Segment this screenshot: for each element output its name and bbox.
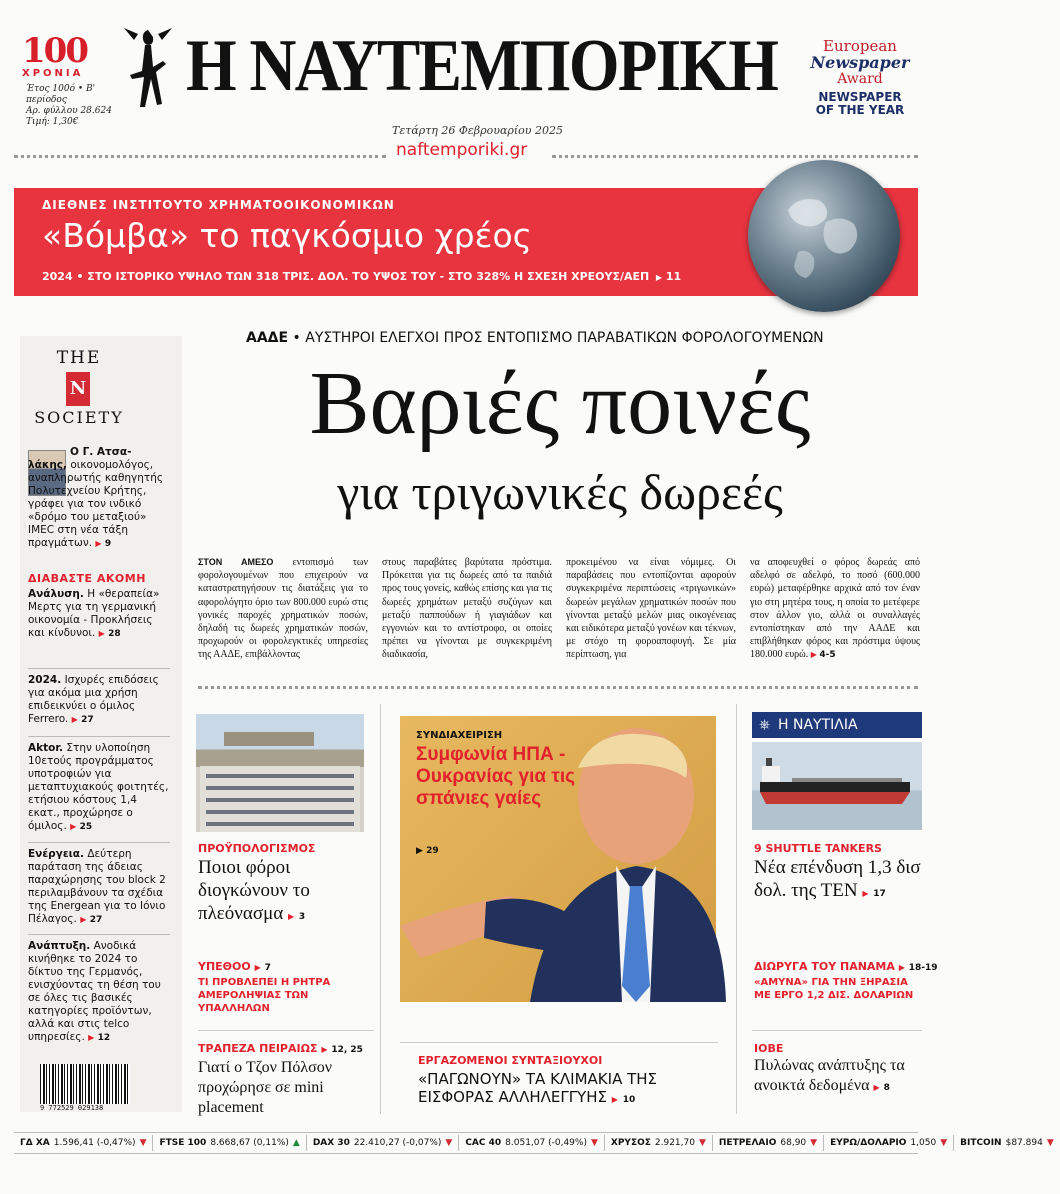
ticker-value: 8.668,67 (0,11%) (210, 1138, 289, 1148)
arrow-icon: ▶ (95, 539, 102, 548)
piraeus-page: 12, 25 (331, 1045, 363, 1055)
ticker-name: ΓΔ ΧΑ (20, 1138, 50, 1148)
brief-divider (28, 668, 170, 669)
issue-year: Έτος 100ό • Β' περίοδος (26, 84, 96, 105)
ship-kicker: 9 SHUTTLE TANKERS (754, 842, 882, 855)
lead-divider (198, 686, 918, 689)
brief-page: 28 (108, 629, 121, 639)
panama-headline[interactable]: «ΑΜΥΝΑ» ΓΙΑ ΤΗΝ ΞΗΡΑΣΙΑ ΜΕ ΕΡΓΟ 1,2 ΔΙΣ. ΔΟΛΑΡΙΩΝ (754, 977, 914, 1001)
brief-item[interactable] (28, 742, 170, 834)
trump-page-ref (416, 846, 439, 856)
arrow-down-icon: ▼ (698, 1138, 706, 1148)
brief-item[interactable] (28, 674, 170, 727)
brief-divider (28, 736, 170, 737)
brief-text: Ισχυρές επιδόσεις για ακόμα μια χρήση επιδεικνύει ο όμιλος Ferrero. (28, 674, 159, 725)
brief-lead: Ενέργεια. (28, 848, 84, 860)
globe-image (748, 160, 900, 312)
arrow-icon: ▶ (611, 1095, 618, 1104)
lead-kicker (246, 330, 824, 346)
masthead-title: Η ΝΑΥΤΕΜΠΟΡΙΚΗ (186, 25, 778, 107)
ticker-item (954, 1135, 1060, 1151)
read-more-heading: ΔΙΑΒΑΣΤΕ ΑΚΟΜΗ (28, 572, 146, 585)
arrow-icon: ▶ (810, 650, 817, 660)
ergaz-headline[interactable] (418, 1070, 718, 1109)
society-text: οικονομολόγος, αναπληρωτής καθηγητής Πολυτεχνείου Κρήτης, γράφει για τον ινδικό «δρόμο του μεταξιού» IMEC στη νέα τάξη πραγμάτων. (28, 459, 164, 549)
lead-page: 4-5 (819, 650, 836, 661)
ticker-value: 22.410,27 (-0,07%) (353, 1138, 442, 1148)
ypetho-kicker (198, 960, 271, 973)
arrow-icon: ▶ (873, 1083, 880, 1092)
barcode-number: 9 772529 029138 (40, 1104, 104, 1112)
society-author: Ο Γ. Ατσα-λάκης, (28, 446, 132, 471)
ergaz-title-text: «ΠΑΓΩΝΟΥΝ» ΤΑ ΚΛΙΜΑΚΙΑ ΤΗΣ ΕΙΣΦΟΡΑΣ ΑΛΛΗΛΕΓΓΥΗΣ (418, 1070, 658, 1106)
arrow-icon: ▶ (653, 273, 663, 282)
piraeus-kicker (198, 1042, 363, 1055)
brief-divider (28, 842, 170, 843)
ticker-name: CAC 40 (465, 1138, 502, 1148)
brief-text: Δεύτερη παράταση της άδειας παραχώρησης του block 2 περιλαμβάνουν τα σχέδια της Energean για το Ιόνιο Πέλαγος. (28, 848, 166, 925)
arrow-down-icon: ▼ (1046, 1138, 1054, 1148)
brief-divider (28, 934, 170, 935)
issue-price: Τιμή: 1,30€ (26, 117, 79, 127)
banner-subtitle (42, 270, 681, 283)
arrow-icon: ▶ (321, 1045, 328, 1054)
site-link[interactable]: naftemporiki.gr (396, 140, 528, 160)
arrow-down-icon: ▼ (445, 1138, 453, 1148)
ticker-value: 2.921,70 (654, 1138, 695, 1148)
trump-page: 29 (426, 846, 439, 856)
iove-title-text: Πυλώνας ανάπτυξης τα ανοικτά δεδομένα (754, 1057, 905, 1094)
ticker-item (153, 1135, 306, 1151)
lead-col4-text: να αποφευχθεί ο φόρος δωρεάς από αδελφό σε αδελφό, το ποσό (600.000 ευρώ) μεταφέρθηκε αρχικά από τον έναν γιο στη μητέρα τους, η οποία το μετέφερε στον άλλον γιο, αλλά οι συναλλαγές εντοπίστηκαν από την ΑΑΔΕ και επιβλήθηκαν φόρος και πρόστιμα ύψους 180.000 ευρώ. (750, 557, 920, 661)
section-divider (752, 1030, 922, 1031)
arrow-icon: ▶ (88, 1033, 95, 1042)
ticker-value: 1.596,41 (-0,47%) (53, 1138, 136, 1148)
banner-subtitle-text: 2024 • ΣΤΟ ΙΣΤΟΡΙΚΟ ΥΨΗΛΟ ΤΩΝ 318 ΤΡΙΣ. ΔΟΛ. ΤΟ ΥΨΟΣ ΤΟΥ - ΣΤΟ 328% Η ΣΧΕΣΗ ΧΡΕΟΥΣ/ΑΕΠ (42, 270, 650, 283)
award-line-5: OF THE YEAR (815, 103, 905, 117)
ship-title-text: Νέα επένδυση 1,3 δισ δολ. της ΤΕΝ (754, 857, 921, 901)
budget-title-text: Ποιοι φόροι διογκώνουν το πλεόνασμα (198, 857, 310, 924)
arrow-icon: ▶ (416, 846, 423, 856)
ergaz-kicker: ΕΡΓΑΖΟΜΕΝΟΙ ΣΥΝΤΑΞΙΟΥΧΟΙ (418, 1054, 603, 1067)
ticker-value: 1,050 (910, 1138, 937, 1148)
arrow-icon: ▶ (98, 629, 105, 638)
centenary-label: ΧΡΟΝΙΑ (22, 68, 84, 79)
society-label: SOCIETY (34, 408, 124, 427)
banner-kicker: ΔΙΕΘΝΕΣ ΙΝΣΤΙΤΟΥΤΟ ΧΡΗΜΑΤΟΟΙΚΟΝΟΜΙΚΩΝ (42, 198, 395, 212)
brief-lead: Ανάπτυξη. (28, 940, 91, 952)
panama-page: 18-19 (908, 963, 938, 973)
piraeus-kicker-text: ΤΡΑΠΕΖΑ ΠΕΙΡΑΙΩΣ (198, 1042, 318, 1055)
iove-kicker: ΙΟΒΕ (754, 1042, 784, 1055)
nautilia-section-badge[interactable] (752, 712, 922, 738)
lead-column-1 (198, 556, 368, 662)
arrow-down-icon: ▼ (139, 1138, 147, 1148)
centenary-number: 100 (22, 31, 87, 71)
brief-page: 25 (79, 822, 93, 832)
award-line-2: Newspaper (810, 53, 910, 72)
newspaper-award (800, 38, 920, 117)
ticker-name: DAX 30 (312, 1138, 350, 1148)
hermes-icon (118, 24, 178, 114)
award-line-4: NEWSPAPER (818, 90, 902, 104)
lead-column-2: στους παραβάτες βαρύτατα πρόστιμα. Πρόκειται για τις δωρεές από τα παιδιά προς τους γονείς, καθώς επίσης και για τις δωρεές χρημάτων μεταξύ συζύγων και μεταξύ παππούδων ή γιαγιάδων και εγγονιών και το αντίστροφο, οι οποίες πρέπει να γίνονται με συγκεκριμένη διαδικασία, (382, 557, 552, 661)
budget-kicker: ΠΡΟΫΠΟΛΟΓΙΣΜΟΣ (198, 842, 316, 855)
panama-kicker (754, 960, 938, 973)
society-page: 9 (104, 539, 112, 549)
society-n-logo: N (66, 372, 90, 406)
society-teaser[interactable] (28, 446, 170, 551)
centenary-logo (22, 31, 94, 79)
budget-headline[interactable] (198, 856, 374, 929)
brief-page: 12 (97, 1033, 111, 1043)
divider-right (552, 155, 918, 158)
ticker-item (713, 1135, 824, 1151)
brief-text: Η «θεραπεία» Μερτς για τη γερμανική οικονομία - Προκλήσεις και κίνδυνοι. (28, 588, 160, 639)
globe-continents-icon (748, 160, 900, 312)
ticker-value: 8.051,07 (-0,49%) (505, 1138, 587, 1148)
market-ticker (14, 1132, 1054, 1154)
lead-kicker-bold: ΑΑΔΕ (246, 330, 289, 346)
arrow-down-icon: ▼ (810, 1138, 818, 1148)
budget-page: 3 (298, 912, 306, 922)
banner-page: 11 (665, 270, 682, 283)
arrow-down-icon: ▼ (590, 1138, 598, 1148)
ship-headline[interactable] (754, 856, 924, 906)
award-line-1: European (823, 37, 897, 55)
piraeus-headline[interactable]: Γιατί ο Τζον Πόλσον προχώρησε σε mini placement (198, 1059, 333, 1116)
ticker-item (605, 1135, 713, 1151)
nautilia-label: Η ΝΑΥΤΙΛΙΑ (778, 717, 858, 733)
tanker-ship-icon (752, 742, 922, 830)
ticker-item (459, 1135, 605, 1151)
acropolis-photo (196, 714, 364, 832)
lead-column-3: προκειμένου να είναι νόμιμες. Οι παραβάσεις που εντοπίζονται αφορούν συγκεκριμένα περιπτώσεις «τριγωνικών» δωρεών μεγάλων χρηματικών ποσών που γίνονται μεταξύ μελών μιας οικογένειας και ειδικότερα μεταξύ γονέων και τέκνων, με στόχο τη φοροαποφυγή. Σε μία περίπτωση, για (566, 557, 736, 661)
brief-page: 27 (89, 915, 103, 925)
column-rule (380, 704, 381, 1114)
brief-item[interactable] (28, 848, 170, 927)
lead-column-4 (750, 556, 920, 663)
brief-text: Ανοδικά κινήθηκε το 2024 το δίκτυο της Γερμανός, ενισχύοντας τη θέση του σε όλες τις βασικές κατηγορίες προϊόντων, αλλά και στις telco υπηρεσίες. (28, 940, 161, 1043)
ypetho-kicker-text: ΥΠΕΘΟΟ (198, 960, 251, 973)
society-the: THE (56, 348, 102, 368)
trump-headline[interactable]: Συμφωνία ΗΠΑ - Ουκρανίας για τις σπάνιες γαίες (416, 744, 575, 809)
ship-wheel-icon: ⎈ (759, 717, 771, 733)
brief-item[interactable] (28, 940, 170, 1045)
arrow-up-icon: ▲ (292, 1138, 300, 1148)
tanker-photo (752, 742, 922, 830)
arrow-down-icon: ▼ (940, 1138, 948, 1148)
ticker-name: ΕΥΡΩ/ΔΟΛΑΡΙΟ (830, 1138, 907, 1148)
arrow-icon: ▶ (287, 912, 295, 921)
brief-lead: Ανάλυση. (28, 588, 84, 600)
ship-page: 17 (873, 889, 886, 899)
ticker-item (824, 1135, 954, 1151)
panama-kicker-text: ΔΙΩΡΥΓΑ ΤΟΥ ΠΑΝΑΜΑ (754, 960, 895, 973)
issue-number: Αρ. φύλλου 28.624 (26, 106, 112, 116)
lead-col1-text: εντοπισμό των φορολογουμένων που επιχειρούν να καταστρατηγήσουν τις διατάξεις για το αφορολόγητο όριο των 800.000 ευρώ στις γονικές παροχές χρηματικών ποσών, δηλαδή τις δωρεές χρηματικών ποσών, προχωρούν οι φορολεγκτικές υπηρεσίες της ΑΑΔΕ, επιβάλλοντας (198, 557, 368, 661)
city-photo-icon (196, 714, 364, 832)
ypetho-page: 7 (264, 963, 271, 973)
ticker-value: $87.894 (1005, 1138, 1043, 1148)
iove-page: 8 (883, 1083, 890, 1093)
award-line-3: Award (837, 71, 883, 87)
iove-headline[interactable] (754, 1056, 924, 1098)
ticker-name: ΠΕΤΡΕΛΑΙΟ (718, 1138, 777, 1148)
arrow-icon: ▶ (71, 715, 78, 724)
arrow-icon: ▶ (70, 822, 77, 831)
brief-text: Στην υλοποίηση 10ετούς προγράμματος υποτροφιών για μεταπτυχιακούς φοιτητές, ετήσιου κόστους 1,4 εκατ., προχώρησε ο όμιλος. (28, 742, 169, 832)
ypetho-headline[interactable]: ΤΙ ΠΡΟΒΛΕΠΕΙ Η ΡΗΤΡΑ ΑΜΕΡΟΛΗΨΙΑΣ ΤΩΝ ΥΠΑΛΛΗΛΩΝ (198, 977, 331, 1014)
issue-date: Τετάρτη 26 Φεβρουαρίου 2025 (392, 124, 563, 137)
arrow-icon: ▶ (898, 963, 905, 972)
banner-title[interactable]: «Βόμβα» το παγκόσμιο χρέος (42, 216, 533, 255)
section-divider (400, 1042, 718, 1043)
ticker-name: ΧΡΥΣΟΣ (610, 1138, 651, 1148)
ticker-value: 68,90 (780, 1138, 807, 1148)
trump-kicker: ΣΥΝΔΙΑΧΕΙΡΙΣΗ (416, 730, 503, 741)
column-rule (736, 704, 737, 1114)
brief-item[interactable] (28, 588, 170, 641)
ticker-item (14, 1135, 153, 1151)
lead-kicker-text: • ΑΥΣΤΗΡΟΙ ΕΛΕΓΧΟΙ ΠΡΟΣ ΕΝΤΟΠΙΣΜΟ ΠΑΡΑΒΑΤΙΚΩΝ ΦΟΡΟΛΟΓΟΥΜΕΝΩΝ (292, 330, 824, 346)
brief-lead: 2024. (28, 674, 62, 686)
ticker-item (307, 1135, 460, 1151)
section-divider (198, 1030, 374, 1031)
ergaz-page: 10 (622, 1095, 636, 1105)
brief-page: 27 (81, 715, 94, 725)
ticker-name: FTSE 100 (159, 1138, 207, 1148)
lead-dropcap: ΣΤΟΝ ΑΜΕΣΟ (198, 557, 274, 567)
arrow-icon: ▶ (862, 889, 869, 898)
lead-subheadline[interactable]: για τριγωνικές δωρεές (337, 464, 783, 520)
arrow-icon: ▶ (254, 963, 261, 972)
brief-lead: Aktor. (28, 742, 64, 754)
divider-left (14, 155, 386, 158)
lead-headline[interactable]: Βαριές ποινές (309, 354, 811, 453)
ticker-name: BITCOIN (960, 1138, 1002, 1148)
arrow-icon: ▶ (80, 915, 87, 924)
barcode-icon (40, 1064, 130, 1104)
